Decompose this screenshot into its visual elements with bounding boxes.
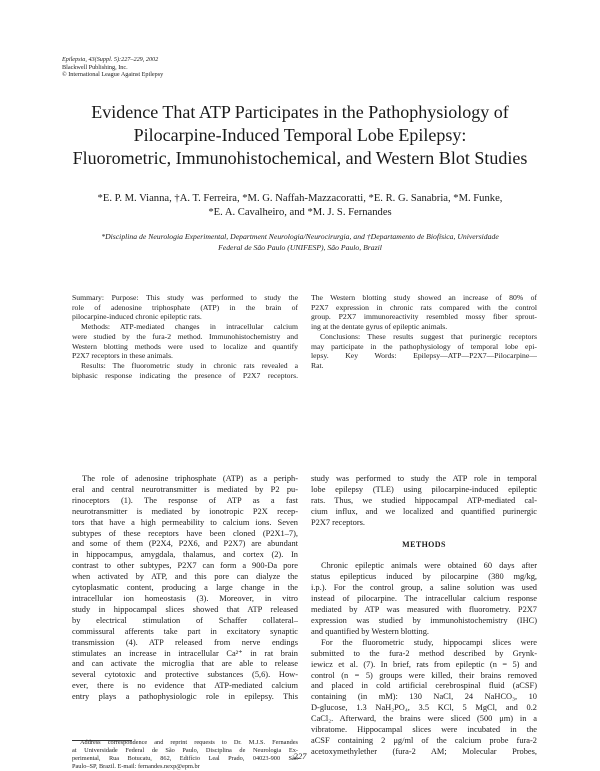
abstract-line: biphasic response indicating the presence of P2X7 receptors. (72, 370, 298, 380)
body-line: and some of them (P2X4, P2X6, and P2X7) are abundant (72, 539, 298, 549)
body-line: CaCl₂. Afterward, the brains were sliced (500 μm) in a (311, 714, 537, 724)
body-line: D-glucose, 1.3 NaH₂PO₄, 3.5 KCl, 5 MgCl, and 0.2 (311, 703, 537, 713)
body-line: acetoxymethylether (fura-2 AM; Molecular Probes, (311, 746, 537, 756)
body-line: vibratome. Hippocampal slices were incubated in the (311, 725, 537, 735)
footnote-line: Address correspondence and reprint requests to Dr. M.J.S. Fernandes (80, 739, 298, 746)
title-line: Pilocarpine-Induced Temporal Lobe Epilepsy: (133, 125, 467, 145)
body-line: and placed in cold artificial cerebrospinal fluid (aCSF) (311, 681, 537, 691)
affiliation (40, 232, 560, 253)
journal-publisher: Blackwell Publishing, Inc. (62, 63, 128, 71)
body-line: entry plays a pathophysiologic role in epilepsy. This (72, 692, 298, 702)
body-line: stimulates an increase in intracellular Ca²⁺ in rat brain (72, 648, 298, 658)
title-line: Evidence That ATP Participates in the Pathophysiology of (91, 102, 509, 122)
author-line: *E. P. M. Vianna, †A. T. Ferreira, *M. G. Naffah-Mazzacoratti, *E. R. G. Sanabria, *M. Funke, (97, 193, 503, 204)
body-line: For the fluorometric study, hippocampi slices were (321, 637, 537, 647)
body-line: and can activate the microglia that are able to release (72, 659, 298, 669)
body-line: rats. Thus, we studied hippocampal ATP-mediated cal- (311, 495, 537, 505)
body-line: when activated by ATP, and this pore can dialyze the (72, 572, 298, 582)
abstract-line: Rat. (311, 360, 324, 370)
journal-copyright: © International League Against Epilepsy (62, 71, 164, 79)
footnote-line: perimental, Rua Botucatu, 862, Edifício Leal Prado, 04023-900 São (72, 755, 298, 762)
affiliation-line: Federal de São Paulo (UNIFESP), São Paulo, Brazil (218, 242, 382, 252)
body-line: and quantified by Western blotting. (311, 626, 430, 636)
abstract-line: ing at the dentate gyrus of epileptic animals. (311, 322, 448, 332)
abstract-right (311, 293, 537, 371)
body-line: cytoplasmatic content, producing a large change in the (72, 583, 298, 593)
body-column-left (72, 474, 298, 703)
body-line: intracellular ion homeostasis (3). Moreover, in vitro (72, 593, 298, 603)
methods-heading: METHODS (402, 539, 446, 549)
abstract-line: P2X7 receptors in these animals. (72, 351, 173, 361)
abstract-line: Results: The fluorometric study in chronic rats revealed a (81, 360, 298, 370)
abstract-line: may participate in the pathophysiology of temporal lobe epi- (311, 341, 537, 351)
body-line: study was performed to study the ATP role in temporal (311, 474, 537, 483)
body-line: eral and central neurotransmitter is mediated by P2 pu- (72, 484, 298, 494)
body-line: subtypes of these receptors have been cloned (P2X1–7), (72, 528, 298, 538)
body-line: in hippocampus, amygdala, thalamus, and cortex (2). In (72, 550, 298, 560)
body-line: commissural afferents take part in excitatory synaptic (72, 626, 298, 636)
abstract-line: Conclusions: These results suggest that purinergic receptors (320, 331, 537, 341)
abstract-left (72, 293, 298, 380)
abstract-line: pilocarpine-induced chronic epileptic rats. (72, 312, 202, 322)
body-line: contrast to other subtypes, P2X7 can form a 900-Da pore (72, 561, 298, 571)
paper-title (40, 101, 560, 170)
body-line: aCSF containing 2 μg/ml of the calcium probe fura-2 (311, 735, 537, 745)
body-line: Chronic epileptic animals were obtained 60 days after (321, 561, 537, 571)
abstract-line: The Western blotting study showed an increase of 80% of (311, 293, 537, 302)
abstract-line: Western blotting methods were used to localize and quantify (72, 341, 298, 351)
body-line: containing (in mM): 130 NaCl, 24 NaHCO₃, 10 (311, 692, 537, 702)
footnote-line: Paulo–SP, Brazil. E-mail: fernandes.nexp@epm.br (72, 763, 200, 770)
body-line: several cytotoxic and protective substances (5,6). How- (72, 670, 298, 680)
abstract-line: were studied by the fura-2 method. Immunohistochemistry and (72, 331, 298, 341)
body-line: ever, there is no evidence that ATP-mediated calcium (72, 681, 298, 691)
body-line: lobe epilepsy (TLE) using pilocarpine-induced epileptic (311, 484, 537, 494)
body-column-right (311, 474, 537, 758)
body-line: iewicz et al. (7). In brief, rats from epileptic (n = 5) and (311, 659, 537, 669)
abstract-line: P2X7 expression in chronic rats compared with the control (311, 302, 537, 312)
abstract-line: group. P2X7 immunoreactivity resembled mossy fiber sprout- (311, 312, 537, 322)
body-line: The role of adenosine triphosphate (ATP) as a periph- (82, 474, 298, 483)
journal-header (62, 56, 163, 79)
body-line: tors that have a high permeability to calcium ions. Seven (72, 517, 298, 527)
body-line: submitted to the fura-2 method described by Grynk- (311, 648, 537, 658)
body-line: by electrical stimulation of Schaffer collateral– (72, 615, 298, 625)
body-line: i.p.). For the control group, a saline solution was used (311, 583, 537, 593)
affiliation-line: *Disciplina de Neurologia Experimental, Department Neurologia/Neurocirurgia, and †Departamento de Biofísica, Universidade (101, 232, 499, 241)
title-line: Fluorometric, Immunohistochemical, and Western Blot Studies (72, 148, 528, 168)
body-line: rinoceptors (1). The response of ATP as a fast (72, 495, 298, 505)
body-line: transmission (4). ATP released from nerve endings (72, 637, 298, 647)
author-list (40, 192, 560, 221)
body-line: study in hippocampal slices showed that ATP released (72, 604, 298, 614)
footnote-line: at Universidade Federal de São Paulo, Disciplina de Neurologia Ex- (72, 747, 298, 754)
body-line: neurotransmitter is mediated by ionotropic P2X recep- (72, 506, 298, 516)
author-line: *E. A. Cavalheiro, and *M. J. S. Fernandes (208, 207, 392, 219)
abstract-line: Methods: ATP-mediated changes in intracellular calcium (81, 322, 298, 332)
body-line: expression was studied by immunohistochemistry (IHC) (311, 615, 537, 625)
abstract-line: role of adenosine triphosphate (ATP) in the brain of (72, 302, 298, 312)
page-number: 227 (293, 751, 307, 761)
body-line: cium influx, and we localized and quantified purinergic (311, 506, 537, 516)
abstract-line: Summary: Purpose: This study was performed to study the (72, 293, 298, 302)
journal-citation: Epilepsia, 43(Suppl. 5):227–229, 2002 (62, 56, 159, 63)
body-line: instead of pilocarpine. The intracellular calcium response (311, 594, 537, 604)
body-line: P2X7 receptors. (311, 517, 365, 527)
body-line: mediated by ATP was measured with fluorometry. P2X7 (311, 605, 537, 615)
abstract-line: lepsy. Key Words: Epilepsy—ATP—P2X7—Pilocarpine— (311, 351, 537, 361)
body-line: control (n = 5) groups were killed, their brains removed (311, 670, 537, 680)
body-line: status epilepticus induced by pilocarpine (380 mg/kg, (311, 572, 537, 582)
